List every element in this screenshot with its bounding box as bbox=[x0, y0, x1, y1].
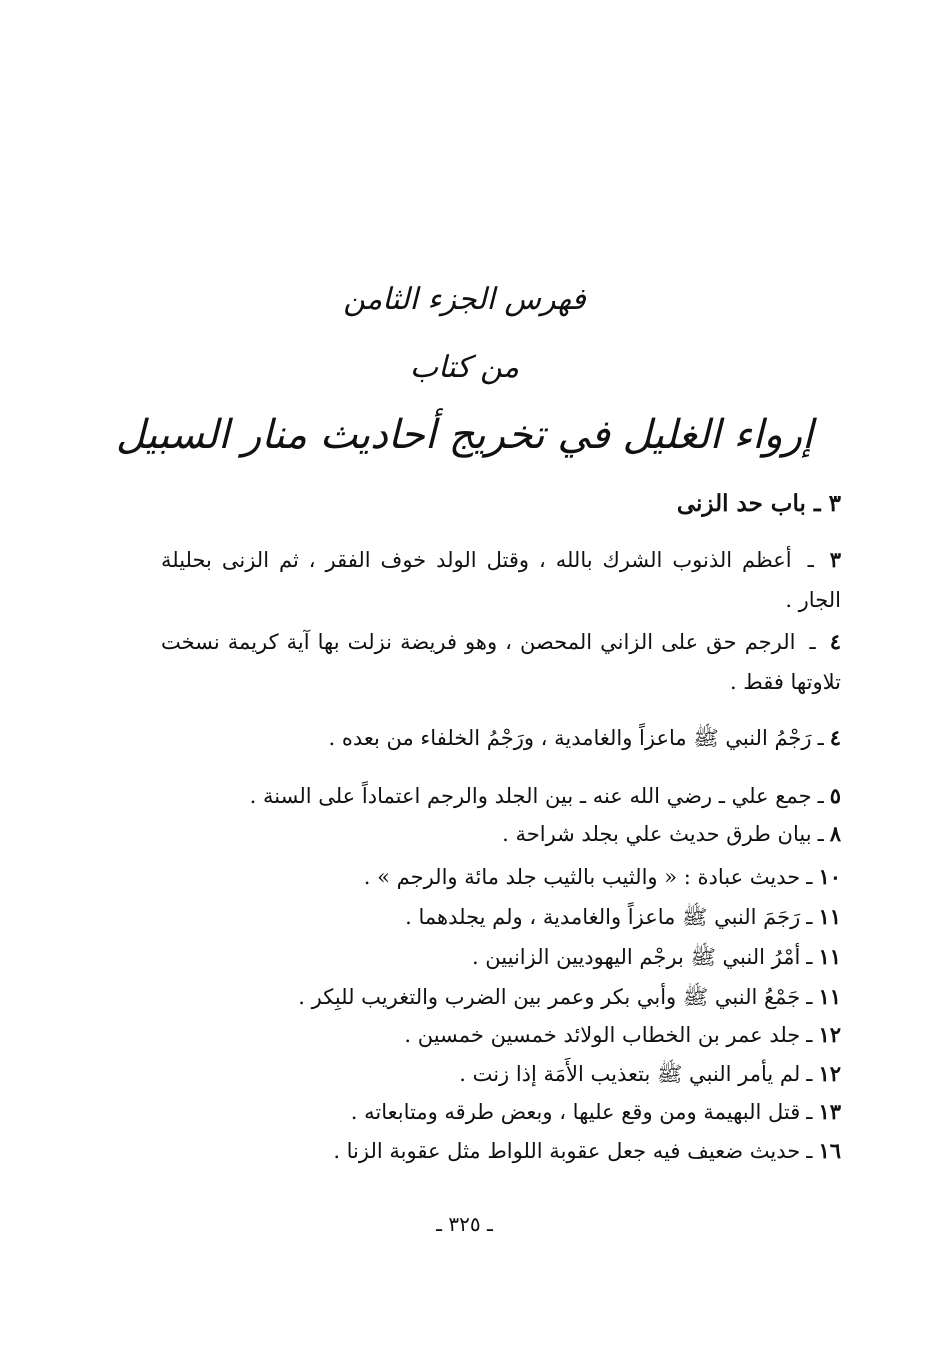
index-entry: ١٢ ـ لم يأمر النبي ﷺ بتعذيب الأَمَة إذا زنت . bbox=[459, 1054, 841, 1094]
entry-page-number: ١١ bbox=[818, 904, 841, 929]
entry-page-number: ١١ bbox=[818, 944, 841, 969]
index-entry: ١١ ـ أمْرُ النبي ﷺ برجْم اليهوديين الزانيين . bbox=[472, 937, 841, 977]
page-number: ـ ٣٢٥ ـ bbox=[436, 1212, 493, 1236]
index-title: فهرس الجزء الثامن bbox=[343, 282, 586, 317]
entry-text: رَجَمَ النبي ﷺ ماعزاً والغامدية ، ولم يجلدهما . bbox=[405, 905, 801, 929]
section-heading: ٣ ـ باب حد الزنى bbox=[676, 490, 841, 517]
section-label: باب حد الزنى bbox=[676, 490, 806, 517]
index-entry: ١٠ ـ حديث عبادة : « والثيب بالثيب جلد مائة والرجم » . bbox=[364, 857, 841, 897]
book-prefix: من كتاب bbox=[409, 350, 520, 385]
book-title: إرواء الغليل في تخريج أحاديث منار السبيل bbox=[115, 412, 814, 458]
entry-text: قتل البهيمة ومن وقع عليها ، وبعض طرقه ومتابعاته . bbox=[350, 1100, 801, 1124]
entry-text: حديث ضعيف فيه جعل عقوبة اللواط مثل عقوبة الزنا . bbox=[333, 1139, 801, 1163]
entry-text: أعظم الذنوب الشرك بالله ، وقتل الولد خوف الفقر ، ثم الزنى بحليلة الجار . bbox=[161, 548, 841, 612]
entry-text: لم يأمر النبي ﷺ بتعذيب الأَمَة إذا زنت . bbox=[459, 1062, 801, 1086]
entry-page-number: ٨ bbox=[829, 821, 841, 846]
entry-text: جَمْعُ النبي ﷺ وأبي بكر وعمر بين الضرب والتغريب للبِكر . bbox=[298, 985, 801, 1009]
index-entry: ٤ ـ رَجْمُ النبي ﷺ ماعزاً والغامدية ، ورَجْمُ الخلفاء من بعده . bbox=[328, 718, 841, 758]
index-entry: ٣ ـ أعظم الذنوب الشرك بالله ، وقتل الولد خوف الفقر ، ثم الزنى بحليلة الجار . bbox=[161, 540, 841, 620]
entry-page-number: ١١ bbox=[818, 984, 841, 1009]
entry-page-number: ٤ bbox=[829, 629, 841, 654]
index-entry: ١٦ ـ حديث ضعيف فيه جعل عقوبة اللواط مثل عقوبة الزنا . bbox=[333, 1131, 841, 1171]
entry-text: رَجْمُ النبي ﷺ ماعزاً والغامدية ، ورَجْمُ الخلفاء من بعده . bbox=[328, 726, 812, 750]
entry-text: جلد عمر بن الخطاب الولائد خمسين خمسين . bbox=[404, 1023, 801, 1047]
entry-page-number: ٤ bbox=[829, 725, 841, 750]
index-entry: ٨ ـ بيان طرق حديث علي بجلد شراحة . bbox=[502, 814, 841, 854]
entry-page-number: ٣ bbox=[829, 547, 841, 572]
entry-page-number: ١٦ bbox=[818, 1138, 841, 1163]
index-entry: ١١ ـ جَمْعُ النبي ﷺ وأبي بكر وعمر بين الضرب والتغريب للبِكر . bbox=[298, 977, 841, 1017]
entry-text: أمْرُ النبي ﷺ برجْم اليهوديين الزانيين . bbox=[471, 945, 801, 969]
index-entry: ١٢ ـ جلد عمر بن الخطاب الولائد خمسين خمسين . bbox=[404, 1015, 841, 1055]
entry-page-number: ١٢ bbox=[818, 1061, 841, 1086]
index-entry: ٤ ـ الرجم حق على الزاني المحصن ، وهو فريضة نزلت بها آية كريمة نسخت تلاوتها فقط . bbox=[161, 622, 841, 702]
index-entry: ١٣ ـ قتل البهيمة ومن وقع عليها ، وبعض طرقه ومتابعاته . bbox=[351, 1092, 841, 1132]
entry-page-number: ١٣ bbox=[818, 1099, 841, 1124]
entry-text: بيان طرق حديث علي بجلد شراحة . bbox=[502, 822, 812, 846]
entry-text: جمع علي ـ رضي الله عنه ـ بين الجلد والرجم اعتماداً على السنة . bbox=[249, 784, 812, 808]
entry-page-number: ١٢ bbox=[818, 1022, 841, 1047]
entry-text: حديث عبادة : « والثيب بالثيب جلد مائة والرجم » . bbox=[363, 865, 801, 889]
entry-page-number: ١٠ bbox=[818, 864, 841, 889]
index-entry: ١١ ـ رَجَمَ النبي ﷺ ماعزاً والغامدية ، ولم يجلدهما . bbox=[405, 897, 841, 937]
entry-text: الرجم حق على الزاني المحصن ، وهو فريضة نزلت بها آية كريمة نسخت تلاوتها فقط . bbox=[161, 630, 841, 694]
index-entry: ٥ ـ جمع علي ـ رضي الله عنه ـ بين الجلد والرجم اعتماداً على السنة . bbox=[250, 776, 841, 816]
section-page-number: ٣ bbox=[828, 490, 841, 517]
entry-page-number: ٥ bbox=[829, 783, 841, 808]
